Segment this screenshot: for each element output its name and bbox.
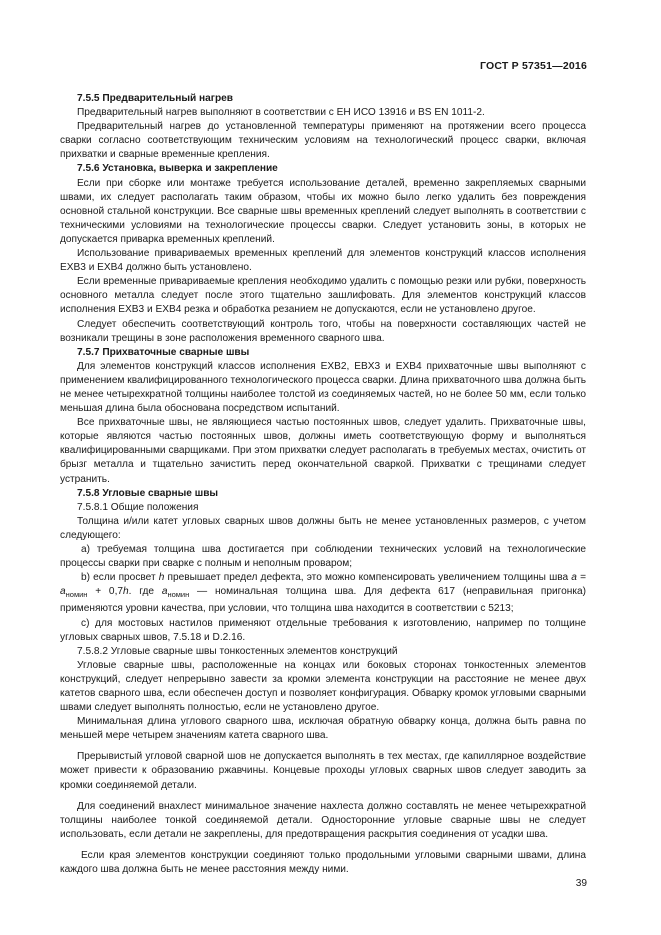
paragraph: Если при сборке или монтаже требуется использование деталей, временно закрепляемых сварными швами, их следует располагать таким образом, чтобы их можно было легко удалить без повреждения основной стальной конструкции. Все сварные швы временных креплений следует выполнять в соответствии с техническими условиями на технологические процессы сварки. Следует установить зоны, в которых не допускается приварка временных креплений. (60, 177, 586, 245)
paragraph: Предварительный нагрев выполняют в соответствии с ЕН ИСО 13916 и BS EN 1011-2. (77, 107, 485, 119)
paragraph: Если временные привариваемые крепления необходимо удалить с помощью резки или рубки, поверхность основного металла следует после этого тщательно зашлифовать. Для элементов конструкций классов исполнения EXB3 и EXB4 резка и обработка резанием не допускаются, если не установлено другое. (60, 276, 586, 316)
paragraph: Следует обеспечить соответствующий контроль того, чтобы на поверхности составляющих частей не возникали трещины в зоне расположения временного сварного шва. (60, 318, 586, 344)
paragraph: Для элементов конструкций классов исполнения EXB2, EBX3 и EXB4 прихваточные швы выполняют с применением квалифицированного технологического процесса сварки. Длина прихваточного шва должна быть не менее четырехкратной толщины наиболее толстой из соединяемых частей, но не более 50 мм, если только меньшая длина была обоснована посредством испытаний. (60, 360, 586, 415)
paragraph: Угловые сварные швы, расположенные на концах или боковых сторонах тонкостенных элементов конструкций, следует непрерывно завести за кромки элемента конструкции на расстояние не менее двух катетов сварного шва, если обеспечен доступ и позволяет конфигурация. Обварку кромок угловыми сварными швами следует выполнять полностью, если не установлено другое. (60, 659, 586, 714)
paragraph: Прерывистый угловой сварной шов не допускается выполнять в тех местах, где капиллярное воздействие может привести к образованию ржавчины. Концевые проходы угловых сварных швов следует заводить за кромки соединяемой детали. (60, 751, 586, 791)
subsection-title-7-5-8-2: 7.5.8.2 Угловые сварные швы тонкостенных элементов конструкций (77, 645, 398, 657)
list-item-b: b) если просвет h превышает предел дефекта, это можно компенсировать увеличением толщины шва $a = a_{номин} + 0,7h$. где $a_{номин}$ — номинальная толщина шва. Для дефекта 617 (неправильная пригонка) применяются уровни качества, при условии, что толщина шва находится в соответствии с 5213; (60, 572, 587, 615)
paragraph: Толщина и/или катет угловых сварных швов должны быть не менее установленных размеров, с учетом следующего: (60, 515, 586, 541)
paragraph: Минимальная длина углового сварного шва, исключая обратную обварку конца, должна быть равна по меньшей мере четырем значениям катета сварного шва. (60, 716, 586, 742)
section-title-7-5-7: 7.5.7 Прихваточные сварные швы (77, 346, 250, 358)
section-title-7-5-6: 7.5.6 Установка, выверка и закрепление (77, 163, 278, 175)
section-title-7-5-5: 7.5.5 Предварительный нагрев (77, 93, 234, 104)
paragraph: Использование привариваемых временных креплений для элементов конструкций классов исполнения EXB3 и EXB4 должно быть установлено. (60, 248, 586, 274)
document-body (60, 92, 586, 877)
paragraph: Для соединений внахлест минимальное значение нахлеста должно составлять не менее четырехкратной толщины наиболее тонкой соединяемой детали. Односторонние угловые сварные швы не следует использовать, если детали не закреплены, для предотвращения раскрытия соединения от усадки шва. (60, 800, 586, 840)
paragraph: Предварительный нагрев до установленной температуры применяют на протяжении всего процесса сварки согласно соответствующим техническим условиям на технологический процесс сварки, включая прихватки и сварные временные крепления. (60, 121, 586, 161)
paragraph: Если края элементов конструкции соединяют только продольными угловыми сварными швами, длина каждого шва должна быть не менее расстояния между ними. (60, 849, 586, 875)
page-number: 39 (575, 878, 587, 889)
subsection-title-7-5-8-1: 7.5.8.1 Общие положения (77, 501, 199, 513)
list-item-c: с) для мостовых настилов применяют отдельные требования к изготовлению, например по толщине угловых сварных швов, 7.5.18 и D.2.16. (60, 617, 586, 643)
list-item-a: а) требуемая толщина шва достигается при соблюдении технических условий на технологические процессы сварки при сварке с полным и неполным проваром; (60, 544, 586, 570)
paragraph: Все прихваточные швы, не являющиеся частью постоянных швов, следует удалить. Прихваточные швы, которые являются частью постоянных швов, должны иметь соответствующую форму и выполняться квалифицированными сварщиками. При этом прихватки следует располагать в требуемых местах, очистить от брызг металла и тщательно зачистить перед окончательной сваркой. Прихватки с трещинами следует устранить. (60, 417, 586, 485)
section-title-7-5-8: 7.5.8 Угловые сварные швы (77, 487, 219, 499)
document-code: ГОСТ Р 57351—2016 (479, 60, 587, 72)
